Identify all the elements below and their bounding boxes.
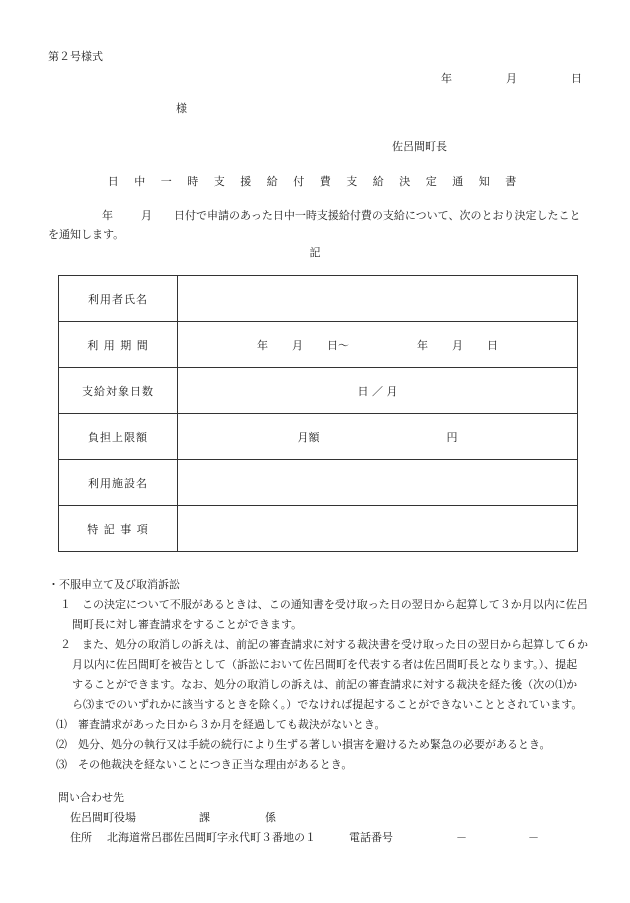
notes-item-1: １ この決定について不服があるときは、この通知書を受け取った日の翌日から起算して３か月以内に佐呂間町長に対し審査請求をすることができます。: [60, 598, 588, 631]
contact-phone-label: 電話番号: [349, 831, 393, 844]
label-limit: 負担上限額: [59, 414, 178, 460]
period-year-start: 年: [257, 338, 268, 352]
contact-office: 佐呂間町役場: [70, 811, 136, 824]
addressee-suffix: 様: [176, 102, 187, 115]
period-year-end: 年: [417, 338, 428, 352]
contact-section: 課: [199, 811, 210, 824]
label-days: 支給対象日数: [59, 368, 178, 414]
period-day-end: 日: [487, 338, 498, 352]
value-days: 日 ／ 月: [178, 368, 578, 414]
value-period: [178, 322, 578, 368]
table-row: [59, 506, 578, 552]
label-period: 利 用 期 間: [59, 322, 178, 368]
document-title: 日 中 一 時 支 援 給 付 費 支 給 決 定 通 知 書: [107, 175, 523, 188]
label-facility: 利用施設名: [59, 460, 178, 506]
contact-address-row: [58, 828, 578, 848]
label-user-name: 利用者氏名: [59, 276, 178, 322]
date-header: [441, 70, 582, 86]
decision-table: [58, 275, 578, 552]
contact-address: 北海道常呂郡佐呂間町字永代町３番地の１: [107, 831, 316, 844]
notes-subitem-1: ⑴ 審査請求があった日から３か月を経過しても裁決がないとき。: [56, 718, 386, 731]
notes-item-2: ２ また、処分の取消しの訴えは、前記の審査請求に対する裁決書を受け取った日の翌日から起算して６か月以内に佐呂間町を被告として（訴訟において佐呂間町を代表する者は佐呂間町長となります。）、提起することができます。なお、処分の取消しの訴えは、前記の審査請求に対する裁決を経た後（次の⑴から⑶までのいずれかに該当するときを除く。）でなければ提起することができないこととされています。: [60, 638, 588, 711]
intro-paragraph: [48, 206, 582, 244]
contact-unit: 係: [265, 811, 276, 824]
notes-heading: ・不服申立て及び取消訴訟: [48, 578, 180, 591]
value-facility: [178, 460, 578, 506]
table-row: [59, 322, 578, 368]
value-limit: [178, 414, 578, 460]
limit-suffix: 円: [446, 430, 458, 444]
contact-address-label: 住所: [70, 831, 92, 844]
contact-heading: 問い合わせ先: [58, 791, 124, 804]
ki-heading: 記: [309, 246, 321, 259]
date-year: 年: [441, 72, 452, 85]
intro-text: 日付で申請のあった日中一時支援給付費の支給について、次のとおり決定したことを通知します。: [48, 209, 581, 241]
table-row: [59, 276, 578, 322]
value-remarks: [178, 506, 578, 552]
period-day-start: 日～: [327, 338, 349, 352]
contact-block: [58, 788, 578, 848]
issuer: 佐呂間町長: [392, 140, 447, 153]
contact-office-row: [58, 808, 578, 828]
intro-month: 月: [141, 209, 152, 222]
table-row: [59, 368, 578, 414]
appeal-notes: [48, 575, 588, 775]
limit-prefix: 月額: [297, 430, 320, 444]
date-day: 日: [571, 72, 582, 85]
date-month: 月: [506, 72, 517, 85]
period-month-start: 月: [292, 338, 303, 352]
notes-subitem-2: ⑵ 処分、処分の執行又は手続の続行により生ずる著しい損害を避けるため緊急の必要があるとき。: [56, 738, 551, 751]
value-user-name: [178, 276, 578, 322]
form-number: 第２号様式: [48, 50, 103, 63]
contact-phone-sep-1: －: [456, 831, 467, 844]
table-row: [59, 460, 578, 506]
period-month-end: 月: [452, 338, 463, 352]
contact-phone-sep-2: －: [528, 831, 539, 844]
table-row: [59, 414, 578, 460]
label-remarks: 特 記 事 項: [59, 506, 178, 552]
intro-year: 年: [102, 209, 113, 222]
notes-subitem-3: ⑶ その他裁決を経ないことにつき正当な理由があるとき。: [56, 758, 353, 771]
